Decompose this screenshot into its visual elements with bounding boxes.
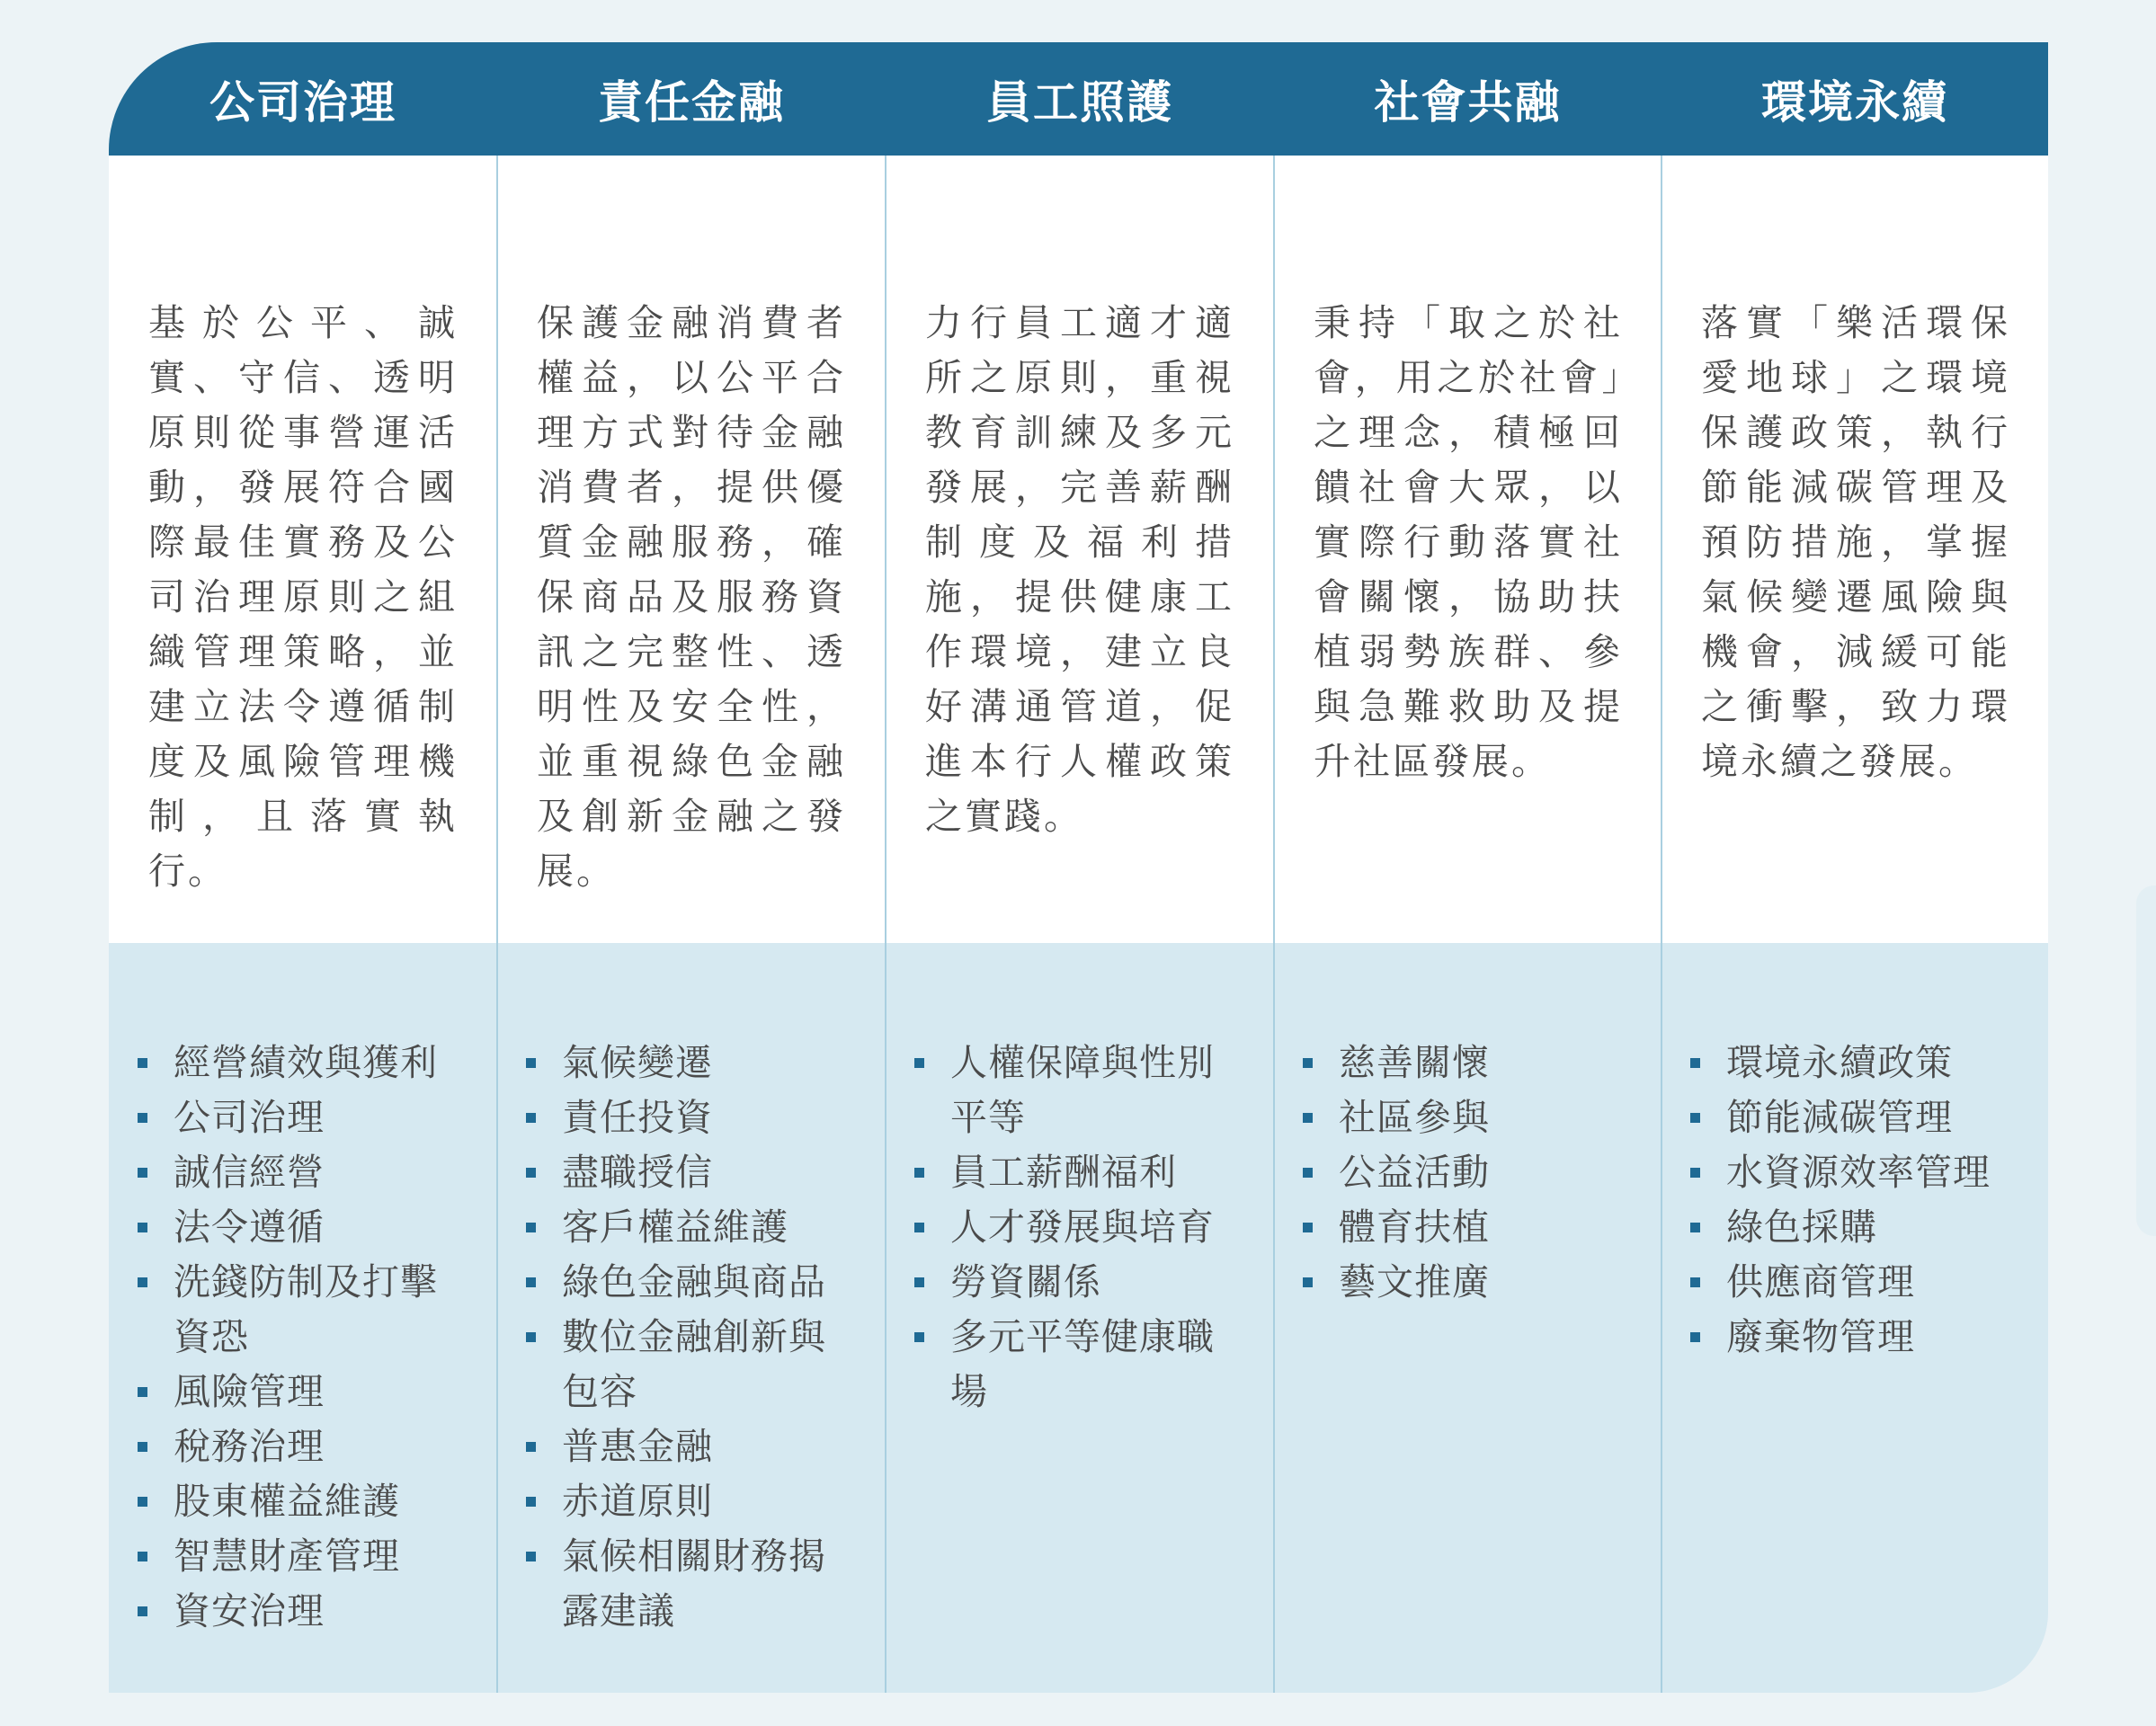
- description-row: [109, 156, 2048, 943]
- topic-label: 環境永續政策: [1726, 1041, 1953, 1084]
- square-bullet-icon: [1303, 1058, 1313, 1068]
- topic-label: 供應商管理: [1726, 1260, 1915, 1303]
- topic-item: [136, 1255, 456, 1365]
- topic-label: 法令遵循: [174, 1206, 325, 1249]
- square-bullet-icon: [1303, 1113, 1313, 1123]
- square-bullet-icon: [1690, 1332, 1700, 1342]
- topic-item: [1688, 1255, 2009, 1310]
- column-description: 力行員工適才適所之原則，重視教育訓練及多元發展，完善薪酬制度及福利措施，提供健康工作環境，建立良好溝通管道，促進本行人權政策之實踐。: [925, 301, 1234, 838]
- square-bullet-icon: [138, 1223, 147, 1232]
- column-description: 秉持「取之於社會，用之於社會」之理念，積極回饋社會大眾，以實際行動落實社會關懷，協助扶植弱勢族群、參與急難救助及提升社區發展。: [1314, 301, 1623, 783]
- topic-item: [913, 1036, 1233, 1145]
- topic-label: 普惠金融: [562, 1425, 713, 1468]
- square-bullet-icon: [1690, 1058, 1700, 1068]
- topic-label: 氣候相關財務揭露建議: [562, 1535, 826, 1633]
- topic-label: 社區參與: [1339, 1096, 1490, 1139]
- topic-item: [524, 1145, 844, 1200]
- square-bullet-icon: [526, 1277, 536, 1287]
- topic-label: 體育扶植: [1339, 1206, 1490, 1249]
- column-description: 落實「樂活環保愛地球」之環境保護政策，執行節能減碳管理及預防措施，掌握氣候變遷風險與機會，減緩可能之衝擊，致力環境永續之發展。: [1701, 301, 2010, 783]
- square-bullet-icon: [1303, 1223, 1313, 1232]
- topic-label: 節能減碳管理: [1726, 1096, 1953, 1139]
- topic-label: 公司治理: [174, 1096, 325, 1139]
- square-bullet-icon: [526, 1113, 536, 1123]
- column-divider: [1661, 156, 1662, 1693]
- topic-label: 員工薪酬福利: [950, 1151, 1177, 1194]
- square-bullet-icon: [138, 1168, 147, 1178]
- column-description: 基於公平、誠實、守信、透明原則從事營運活動，發展符合國際最佳實務及公司治理原則之組織管理策略，並建立法令遵循制度及風險管理機制，且落實執行。: [148, 301, 458, 893]
- topic-list: [524, 1036, 844, 1639]
- topic-item: [136, 1529, 456, 1584]
- topic-item: [136, 1474, 456, 1529]
- topic-list: [1301, 1036, 1621, 1310]
- topic-label: 人權保障與性別平等: [950, 1041, 1215, 1139]
- square-bullet-icon: [138, 1606, 147, 1616]
- square-bullet-icon: [914, 1058, 924, 1068]
- column-title-environment: 環境永續: [1761, 76, 1948, 129]
- square-bullet-icon: [526, 1552, 536, 1561]
- square-bullet-icon: [526, 1168, 536, 1178]
- column-divider: [1273, 156, 1275, 1693]
- square-bullet-icon: [526, 1058, 536, 1068]
- column-divider: [496, 156, 498, 1693]
- square-bullet-icon: [526, 1497, 536, 1507]
- square-bullet-icon: [1690, 1277, 1700, 1287]
- topic-item: [524, 1419, 844, 1474]
- topic-label: 客戶權益維護: [562, 1206, 788, 1249]
- square-bullet-icon: [1690, 1113, 1700, 1123]
- square-bullet-icon: [526, 1442, 536, 1452]
- topic-label: 風險管理: [174, 1370, 325, 1413]
- square-bullet-icon: [138, 1113, 147, 1123]
- topic-item: [136, 1090, 456, 1145]
- column-title-governance: 公司治理: [209, 76, 396, 129]
- square-bullet-icon: [1690, 1223, 1700, 1232]
- topic-label: 赤道原則: [562, 1480, 713, 1523]
- topic-label: 股東權益維護: [174, 1480, 400, 1523]
- topic-item: [1688, 1090, 2009, 1145]
- topic-item: [136, 1200, 456, 1255]
- square-bullet-icon: [1303, 1168, 1313, 1178]
- topic-label: 綠色金融與商品: [562, 1260, 826, 1303]
- topic-label: 多元平等健康職場: [950, 1315, 1215, 1413]
- topic-label: 盡職授信: [562, 1151, 713, 1194]
- table-header: [109, 42, 2048, 156]
- topic-item: [524, 1255, 844, 1310]
- topics-row: [109, 943, 2048, 1693]
- topic-item: [1301, 1255, 1621, 1310]
- square-bullet-icon: [914, 1223, 924, 1232]
- topic-item: [136, 1419, 456, 1474]
- topic-item: [913, 1145, 1233, 1200]
- topic-label: 公益活動: [1339, 1151, 1490, 1194]
- topic-item: [1301, 1200, 1621, 1255]
- topic-label: 誠信經營: [174, 1151, 325, 1194]
- topic-item: [136, 1584, 456, 1639]
- topic-label: 慈善關懷: [1339, 1041, 1490, 1084]
- square-bullet-icon: [138, 1387, 147, 1397]
- square-bullet-icon: [914, 1277, 924, 1287]
- topic-label: 責任投資: [562, 1096, 713, 1139]
- square-bullet-icon: [1690, 1168, 1700, 1178]
- square-bullet-icon: [526, 1223, 536, 1232]
- topic-item: [1688, 1310, 2009, 1365]
- topic-label: 資安治理: [174, 1589, 325, 1633]
- topic-label: 氣候變遷: [562, 1041, 713, 1084]
- topic-label: 數位金融創新與包容: [562, 1315, 826, 1413]
- topic-item: [1688, 1145, 2009, 1200]
- topic-item: [1301, 1145, 1621, 1200]
- topic-label: 經營績效與獲利: [174, 1041, 438, 1084]
- topic-list: [136, 1036, 456, 1639]
- column-title-social-inclusion: 社會共融: [1374, 76, 1562, 129]
- square-bullet-icon: [138, 1442, 147, 1452]
- topic-item: [1688, 1036, 2009, 1090]
- topic-item: [524, 1090, 844, 1145]
- column-divider: [885, 156, 886, 1693]
- topic-item: [524, 1310, 844, 1419]
- square-bullet-icon: [914, 1168, 924, 1178]
- square-bullet-icon: [138, 1552, 147, 1561]
- topic-label: 稅務治理: [174, 1425, 325, 1468]
- topic-label: 廢棄物管理: [1726, 1315, 1915, 1358]
- topic-item: [136, 1036, 456, 1090]
- topic-label: 洗錢防制及打擊資恐: [174, 1260, 438, 1358]
- square-bullet-icon: [526, 1332, 536, 1342]
- side-tab: [2136, 885, 2156, 1236]
- topic-item: [524, 1474, 844, 1529]
- topic-item: [524, 1036, 844, 1090]
- topic-list: [1688, 1036, 2009, 1365]
- square-bullet-icon: [138, 1277, 147, 1287]
- column-description: 保護金融消費者權益，以公平合理方式對待金融消費者，提供優質金融服務，確保商品及服務資訊之完整性、透明性及安全性，並重視綠色金融及創新金融之發展。: [537, 301, 846, 893]
- topic-label: 綠色採購: [1726, 1206, 1877, 1249]
- topic-item: [913, 1200, 1233, 1255]
- column-title-responsible-finance: 責任金融: [598, 76, 785, 129]
- topic-label: 智慧財產管理: [174, 1535, 400, 1578]
- topic-item: [1301, 1090, 1621, 1145]
- square-bullet-icon: [138, 1497, 147, 1507]
- topic-item: [1301, 1036, 1621, 1090]
- topic-item: [1688, 1200, 2009, 1255]
- square-bullet-icon: [138, 1058, 147, 1068]
- topic-label: 人才發展與培育: [950, 1206, 1215, 1249]
- topic-item: [524, 1200, 844, 1255]
- topic-label: 勞資關係: [950, 1260, 1101, 1303]
- topic-item: [136, 1365, 456, 1419]
- topic-item: [524, 1529, 844, 1639]
- esg-pillars-table: [109, 42, 2048, 1693]
- topic-item: [136, 1145, 456, 1200]
- topic-list: [913, 1036, 1233, 1419]
- column-title-employee-care: 員工照護: [986, 76, 1173, 129]
- square-bullet-icon: [1303, 1277, 1313, 1287]
- topic-item: [913, 1255, 1233, 1310]
- square-bullet-icon: [914, 1332, 924, 1342]
- topic-item: [913, 1310, 1233, 1419]
- topic-label: 水資源效率管理: [1726, 1151, 1991, 1194]
- topic-label: 藝文推廣: [1339, 1260, 1490, 1303]
